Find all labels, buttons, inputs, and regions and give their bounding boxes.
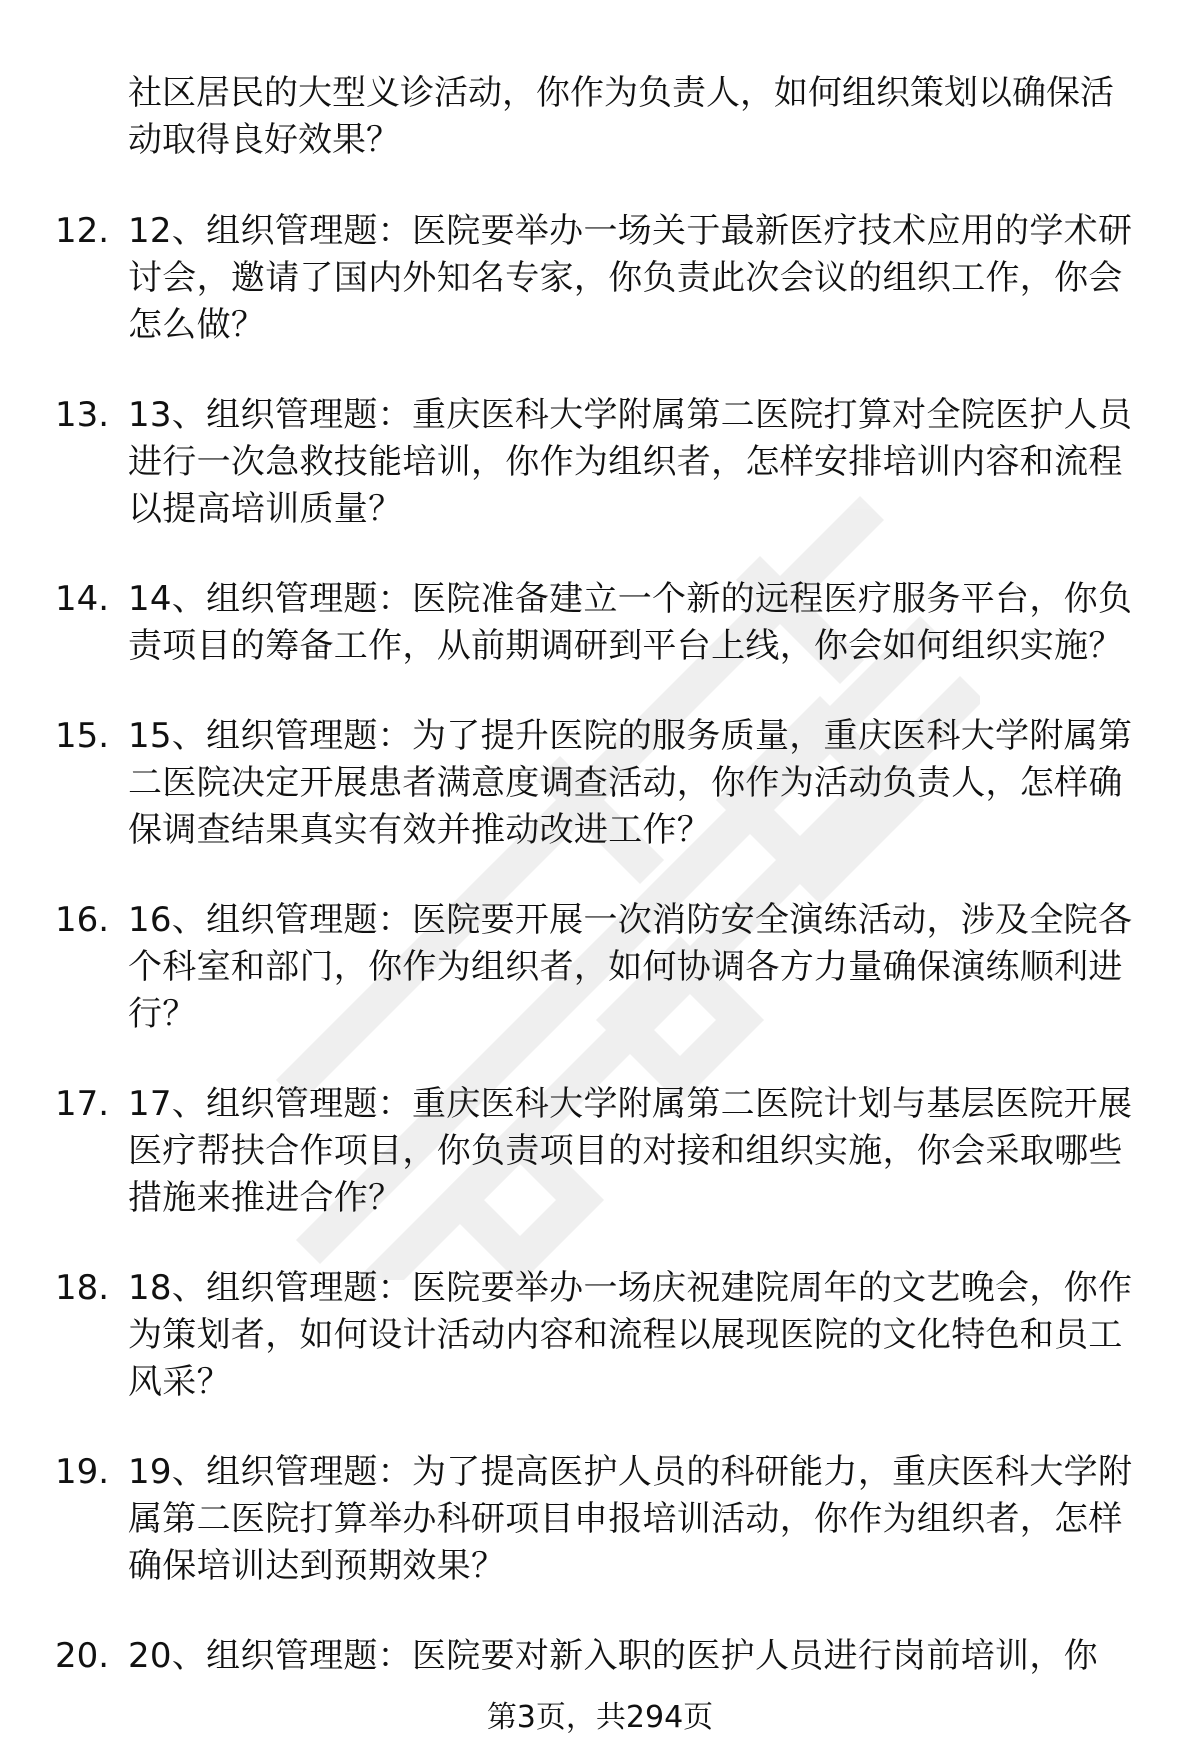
- item-text: 13、组织管理题：重庆医科大学附属第二医院打算对全院医护人员进行一次急救技能培训，你作为组织者，怎样安排培训内容和流程以提高培训质量？: [128, 395, 1133, 529]
- item-number: 14.: [55, 579, 110, 619]
- item-number: 12.: [55, 211, 110, 251]
- list-item: [55, 392, 1145, 533]
- item-number: 18.: [55, 1268, 110, 1308]
- list-item: [55, 1265, 1145, 1406]
- item-text: 15、组织管理题：为了提升医院的服务质量，重庆医科大学附属第二医院决定开展患者满意度调查活动，你作为活动负责人，怎样确保调查结果真实有效并推动改进工作？: [128, 716, 1133, 850]
- item-number: 16.: [55, 900, 110, 940]
- item-number: 13.: [55, 395, 110, 435]
- question-list: [55, 70, 1145, 1723]
- item-text: 16、组织管理题：医院要开展一次消防安全演练活动，涉及全院各个科室和部门，你作为组织者，如何协调各方力量确保演练顺利进行？: [128, 900, 1133, 1034]
- item-number: 17.: [55, 1084, 110, 1124]
- item-text: 14、组织管理题：医院准备建立一个新的远程医疗服务平台，你负责项目的筹备工作，从前期调研到平台上线，你会如何组织实施？: [128, 579, 1133, 666]
- item-number: 20.: [55, 1636, 110, 1676]
- list-item: [55, 1449, 1145, 1590]
- item-text: 18、组织管理题：医院要举办一场庆祝建院周年的文艺晚会，你作为策划者，如何设计活动内容和流程以展现医院的文化特色和员工风采？: [128, 1268, 1133, 1402]
- item-text: 20、组织管理题：医院要对新入职的医护人员进行岗前培训，你: [128, 1636, 1098, 1676]
- continuation-text: 社区居民的大型义诊活动，你作为负责人，如何组织策划以确保活动取得良好效果？: [128, 73, 1114, 160]
- list-item: [55, 1081, 1145, 1222]
- list-item: [55, 897, 1145, 1038]
- item-text: 17、组织管理题：重庆医科大学附属第二医院计划与基层医院开展医疗帮扶合作项目，你负责项目的对接和组织实施，你会采取哪些措施来推进合作？: [128, 1084, 1133, 1218]
- item-text: 19、组织管理题：为了提高医护人员的科研能力，重庆医科大学附属第二医院打算举办科研项目申报培训活动，你作为组织者，怎样确保培训达到预期效果？: [128, 1452, 1133, 1586]
- list-item: [55, 208, 1145, 349]
- list-item: [55, 576, 1145, 670]
- item-number: 15.: [55, 716, 110, 756]
- page-footer: 第3页，共294页: [486, 1700, 714, 1735]
- item-number: 19.: [55, 1452, 110, 1492]
- list-item: [55, 1633, 1145, 1680]
- item-text: 12、组织管理题：医院要举办一场关于最新医疗技术应用的学术研讨会，邀请了国内外知名专家，你负责此次会议的组织工作，你会怎么做？: [128, 211, 1133, 345]
- list-item: [55, 713, 1145, 854]
